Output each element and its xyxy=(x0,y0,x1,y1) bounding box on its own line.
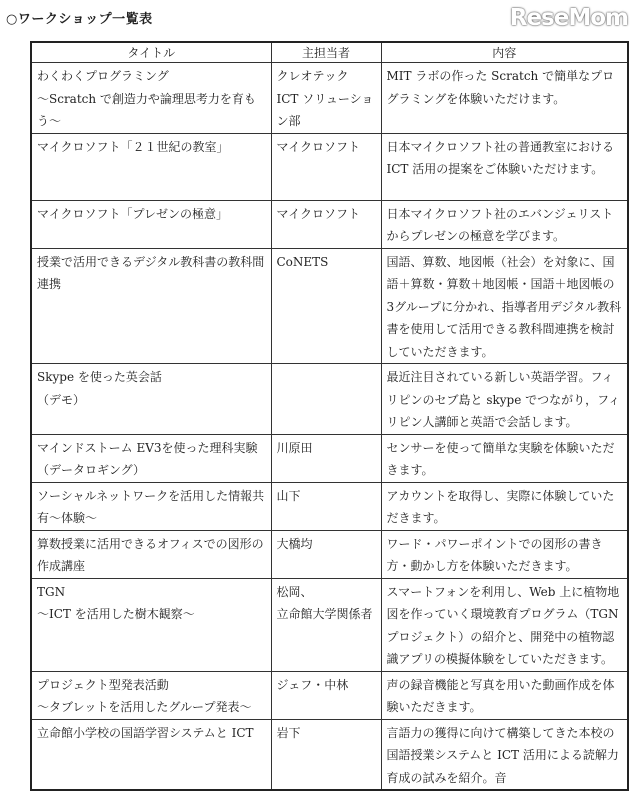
cell-content: 言語力の獲得に向けて構築してきた本校の国語授業システムと ICT 活用による読解力育成の試みを紹介。音 xyxy=(381,719,628,790)
table-row xyxy=(31,530,628,578)
table-row xyxy=(31,578,628,671)
header-title: タイトル xyxy=(31,42,271,63)
table-header-row xyxy=(31,42,628,63)
header-lead: 主担当者 xyxy=(271,42,381,63)
table-row xyxy=(31,482,628,530)
table-row xyxy=(31,63,628,134)
table-row xyxy=(31,200,628,248)
cell-title: 授業で活用できるデジタル教科書の教科間連携 xyxy=(31,248,271,364)
table-row xyxy=(31,248,628,364)
cell-title: Skype を使った英会話 （デモ） xyxy=(31,364,271,435)
cell-content: 声の録音機能と写真を用いた動画作成を体験いただきます。 xyxy=(381,671,628,719)
table-row xyxy=(31,719,628,790)
cell-content: 国語、算数、地図帳（社会）を対象に、国語＋算数・算数＋地図帳・国語＋地図帳の3グループに分かれ、指導者用デジタル教科書を使用して活用できる教科間連携を検討していただきます。 xyxy=(381,248,628,364)
header-content: 内容 xyxy=(381,42,628,63)
cell-content: アカウントを取得し、実際に体験していただきます。 xyxy=(381,482,628,530)
cell-content: ワード・パワーポイントでの図形の書き方・動かし方を体験いただきます。 xyxy=(381,530,628,578)
cell-content: センサーを使って簡単な実験を体験いただきます。 xyxy=(381,434,628,482)
cell-title: マインドストーム EV3を使った理科実験 （データロギング） xyxy=(31,434,271,482)
cell-lead: 川原田 xyxy=(271,434,381,482)
cell-lead: ジェフ・中林 xyxy=(271,671,381,719)
cell-lead: 松岡、 立命館大学関係者 xyxy=(271,578,381,671)
cell-title: プロジェクト型発表活動 ～タブレットを活用したグループ発表～ xyxy=(31,671,271,719)
cell-lead: マイクロソフト xyxy=(271,133,381,200)
cell-title: マイクロソフト「プレゼンの極意」 xyxy=(31,200,271,248)
table-row xyxy=(31,133,628,200)
workshop-table xyxy=(30,41,629,791)
cell-title: マイクロソフト「２１世紀の教室」 xyxy=(31,133,271,200)
cell-content: スマートフォンを利用し、Web 上に植物地図を作っていく環境教育プログラム（TGN プロジェクト）の紹介と、開発中の植物認識アプリの模擬体験をしていただきます。 xyxy=(381,578,628,671)
cell-content: 日本マイクロソフト社の普通教室における ICT 活用の提案をご体験いただけます。 xyxy=(381,133,628,200)
cell-title: ソーシャルネットワークを活用した情報共有～体験～ xyxy=(31,482,271,530)
cell-lead: 岩下 xyxy=(271,719,381,790)
cell-lead: マイクロソフト xyxy=(271,200,381,248)
cell-lead xyxy=(271,364,381,435)
cell-lead: CoNETS xyxy=(271,248,381,364)
page-heading: ○ワークショップ一覧表 xyxy=(6,12,153,27)
cell-lead: 大橋均 xyxy=(271,530,381,578)
cell-title: 立命館小学校の国語学習システムと ICT xyxy=(31,719,271,790)
cell-title: 算数授業に活用できるオフィスでの図形の作成講座 xyxy=(31,530,271,578)
cell-content: MIT ラボの作った Scratch で簡単なプログラミングを体験いただけます。 xyxy=(381,63,628,134)
resemom-watermark-logo: ReseMom xyxy=(509,5,628,31)
cell-title: TGN ～ICT を活用した樹木観察～ xyxy=(31,578,271,671)
cell-content: 日本マイクロソフト社のエバンジェリストからプレゼンの極意を学びます。 xyxy=(381,200,628,248)
cell-lead: 山下 xyxy=(271,482,381,530)
table-row xyxy=(31,434,628,482)
cell-lead: クレオテック ICT ソリューション部 xyxy=(271,63,381,134)
table-row xyxy=(31,364,628,435)
cell-title: わくわくプログラミング ～Scratch で創造力や論理思考力を育もう～ xyxy=(31,63,271,134)
cell-content: 最近注目されている新しい英語学習。フィリピンのセブ島と skype でつながり，フィリピン人講師と英語で会話します。 xyxy=(381,364,628,435)
table-row xyxy=(31,671,628,719)
